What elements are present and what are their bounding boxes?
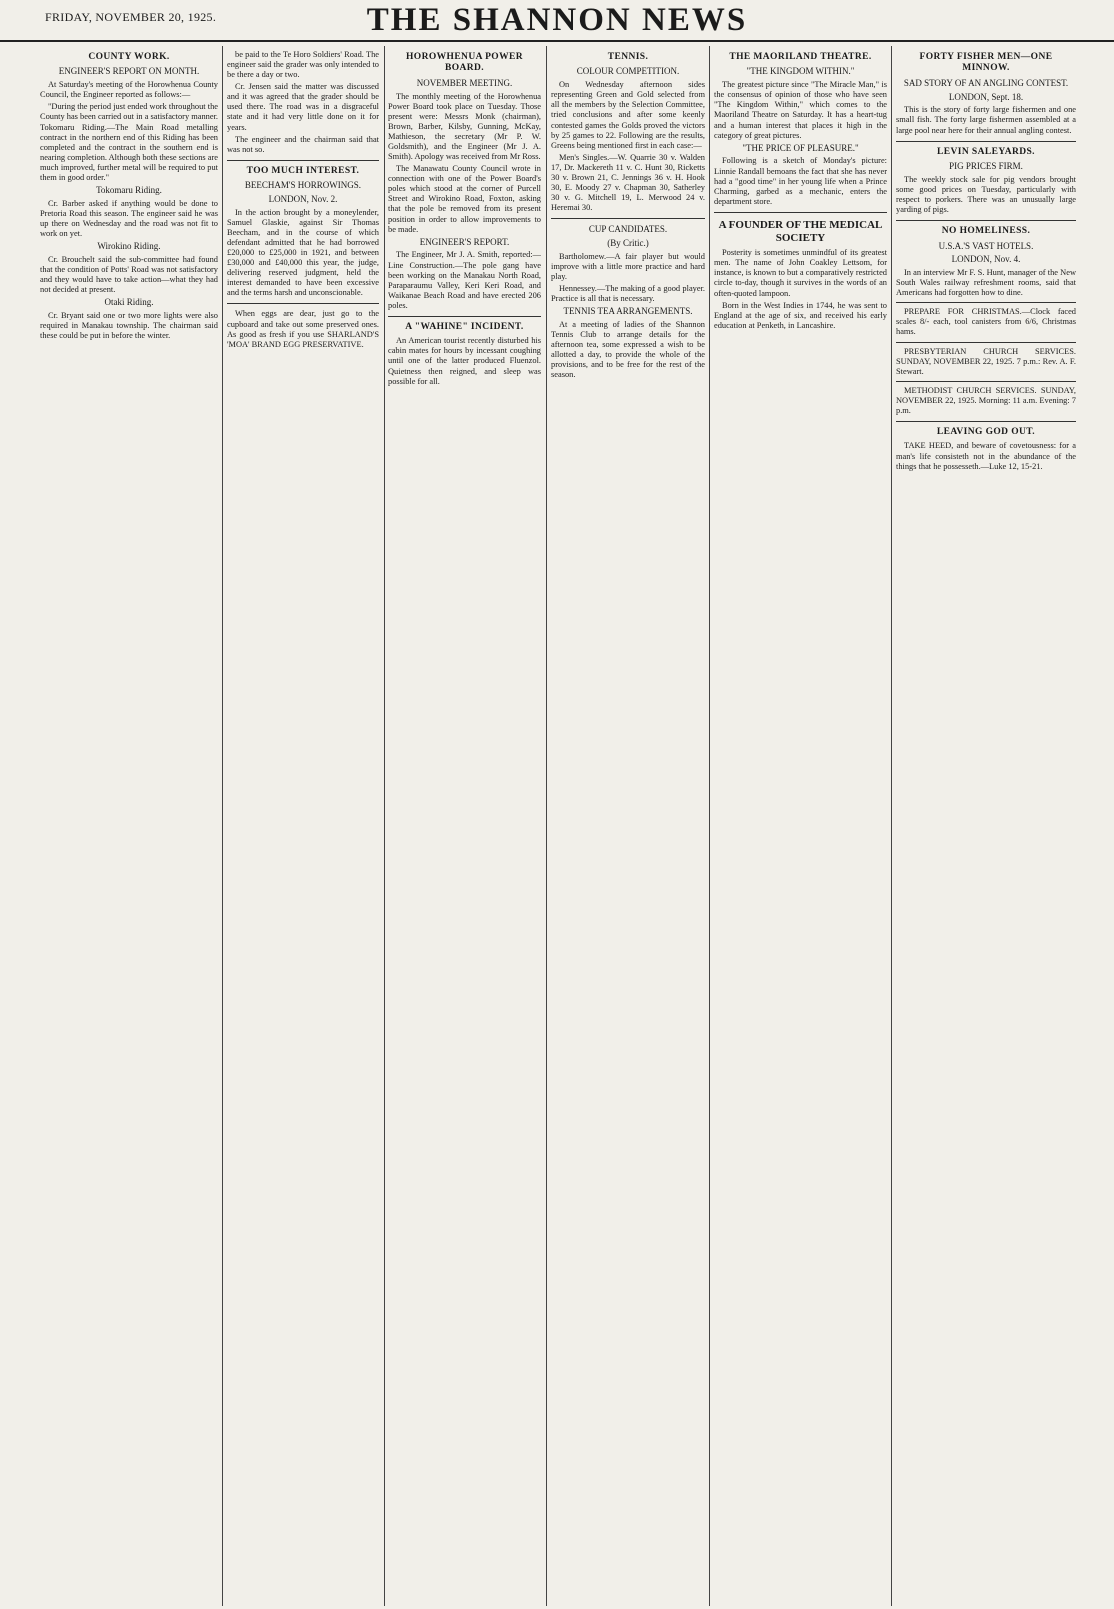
article-subheading: PIG PRICES FIRM. <box>949 161 1023 171</box>
article-subheading: U.S.A.'S VAST HOTELS. <box>938 240 1034 251</box>
column-3 <box>388 50 541 1602</box>
paragraph: Hennessey.—The making of a good player. Practice is all that is necessary. <box>551 284 705 304</box>
article-heading: FORTY FISHER MEN—ONE MINNOW. <box>919 52 1053 74</box>
paragraph: The engineer and the chairman said that was not so. <box>227 134 379 154</box>
section-subheading: ENGINEER'S REPORT. <box>419 236 510 247</box>
paragraph: At Saturday's meeting of the Horowhenua County Council, the Engineer reported as follows:— <box>40 80 218 100</box>
article-heading: TOO MUCH INTEREST. <box>246 165 360 176</box>
section-divider <box>227 160 379 161</box>
paragraph: The Engineer, Mr J. A. Smith, reported:— Line Construction.—The pole gang have been working on the Manakau North Road, Paraparaumu Valley, Keri Keri Road, and Waikanae Beach Road and have erected 206 poles. <box>388 250 541 310</box>
issue-date: FRIDAY, NOVEMBER 20, 1925. <box>45 10 217 24</box>
section-subheading: Otaki Riding. <box>104 297 154 308</box>
paragraph: Following is a sketch of Monday's picture: Linnie Randall bemoans the fact that she has never had a "good time" in her young life when a Prince Charming, garbed as a mechanic, enters the department store. <box>714 156 887 206</box>
section-divider <box>227 303 379 304</box>
paragraph: Born in the West Indies in 1744, he was sent to England at the age of six, and received his early education at Penketh, in Lancashire. <box>714 300 887 330</box>
article-heading: LEVIN SALEYARDS. <box>937 146 1035 157</box>
paragraph: Cr. Brouchelt said the sub-committee had found that the condition of Potts' Road was not satisfactory and they would have to take action—what they had not decided at present. <box>40 254 218 295</box>
section-divider <box>551 218 705 219</box>
article-subheading: BEECHAM'S HORROWINGS. <box>244 180 362 191</box>
dateline: LONDON, Nov. 2. <box>268 193 338 204</box>
ad-text: PREPARE FOR CHRISTMAS.—Clock faced scales 8/- each, tool canisters from 6/6, Christmas hams. <box>896 307 1076 337</box>
advertisement <box>896 381 1076 416</box>
section-subheading: CUP CANDIDATES. <box>588 224 668 235</box>
column-divider <box>222 46 223 1606</box>
paragraph: be paid to the Te Horo Soldiers' Road. The engineer said the grader was only intended to be there a day or two. <box>227 50 379 80</box>
paragraph: On Wednesday afternoon sides representing Green and Gold selected from all the members by the Selection Committee, tried conclusions and after some keenly contested games the Golds proved the victors by 25 games to 22. Following are the results, Greens being mentioned first in each case:— <box>551 80 705 150</box>
paragraph: This is the story of forty large fishermen and one small fish. The forty large fishermen assembled at a large pool near here for their annual angling contest. <box>896 105 1076 135</box>
paragraph: An American tourist recently disturbed his cabin mates for hours by incessant coughing until one of the latter produced Fluenzol. Quietness then reigned, and sleep was possible for all. <box>388 336 541 386</box>
section-subheading: Tokomaru Riding. <box>96 184 162 195</box>
article-heading: HOROWHENUA POWER BOARD. <box>406 52 523 74</box>
advertisement <box>896 302 1076 337</box>
paragraph: TAKE HEED, and beware of covetousness: for a man's life consisteth not in the abundance of the things that he possesseth.—Luke 12, 15-21. <box>896 441 1076 471</box>
article-subheading: SAD STORY OF AN ANGLING CONTEST. <box>903 77 1069 88</box>
section-divider <box>388 316 541 317</box>
column-divider <box>709 46 710 1606</box>
ad-text: METHODIST CHURCH SERVICES. SUNDAY, NOVEMBER 22, 1925. Morning: 11 a.m. Evening: 7 p.m. <box>896 385 1076 415</box>
paragraph: The monthly meeting of the Horowhenua Power Board took place on Tuesday. Those present were: Messrs Monk (chairman), Brown, Barber, Kilsby, Gunning, McKay, Mathieson, the secretary (Mr P. W. Goldsmith), and the Engineer (Mr J. A. Smith). Apology was received from Mr Ross. <box>388 91 541 162</box>
masthead <box>0 0 1114 42</box>
section-divider <box>896 141 1076 142</box>
article-subheading: NOVEMBER MEETING. <box>416 77 513 88</box>
article-subheading: COLOUR COMPETITION. <box>576 66 680 77</box>
paragraph: "During the period just ended work throughout the County has been carried out in a satisfactory manner. Tokomaru Riding.—The Main Road metalling contract in the northern end of this Riding has been completed and the contract in the southern end is nearing completion. Although both these sections are much improved, further metal will be required to put them in good order." <box>40 102 218 182</box>
advertisement: When eggs are dear, just go to the cupboard and take out some preserved ones. As good as fresh if you use SHARLAND'S 'MOA' BRAND EGG PRESERVATIVE. <box>227 309 379 349</box>
paragraph: In an interview Mr F. S. Hunt, manager of the New South Wales railway refreshment rooms, said that Americans had forgotten how to dine. <box>896 268 1076 298</box>
paragraph: At a meeting of ladies of the Shannon Tennis Club to arrange details for the afternoon tea, some expressed a wish to be allotted a day, to provide the whole of the provisions, and to be free for the rest of the season. <box>551 319 705 380</box>
section-subheading: TENNIS TEA ARRANGEMENTS. <box>563 306 693 317</box>
paragraph: The weekly stock sale for pig vendors brought some good prices on Tuesday, particularly with respect to porkers. There was an unusually large yarding of pigs. <box>896 174 1076 215</box>
article-heading: COUNTY WORK. <box>88 52 170 62</box>
column-4 <box>551 50 705 1602</box>
article-heading: NO HOMELINESS. <box>941 226 1031 237</box>
section-subheading: "THE PRICE OF PLEASURE." <box>742 142 859 153</box>
article-heading: A "WAHINE" INCIDENT. <box>405 321 524 332</box>
section-divider <box>714 212 887 213</box>
article-subheading: ENGINEER'S REPORT ON MONTH. <box>58 66 200 77</box>
paragraph: Cr. Bryant said one or two more lights were also required in Manakau township. The chairman said these could be put in before the winter. <box>40 310 218 341</box>
column-6 <box>896 50 1076 1602</box>
dateline: LONDON, Sept. 18. <box>948 91 1024 102</box>
paragraph: Bartholomew.—A fair player but would improve with a little more practice and hard play. <box>551 251 705 281</box>
article-heading: LEAVING GOD OUT. <box>936 427 1036 438</box>
paragraph: Men's Singles.—W. Quarrie 30 v. Walden 17, Dr. Mackereth 11 v. C. Hunt 30, Ricketts 30 v. Brown 21, C. Jennings 36 v. H. Hook 30, E. Moody 27 v. Chapman 30, Satherley 30 v. G. Mitchell 19, L. Merwood 24 v. Heremai 30. <box>551 152 705 213</box>
advertisement <box>896 342 1076 377</box>
paragraph: Posterity is sometimes unmindful of its greatest men. The name of John Coakley Lettsom, for instance, is known to but a comparatively restricted circle to-day, though it survives in the words of an often-quoted lampoon. <box>714 248 887 298</box>
column-5 <box>714 50 887 1602</box>
article-heading: THE MAORILAND THEATRE. <box>729 52 872 62</box>
column-1 <box>40 50 218 1602</box>
section-divider <box>896 220 1076 221</box>
paragraph: Cr. Barber asked if anything would be done to Pretoria Road this season. The engineer said he was up there on Wednesday and the road was not fit to work on yet. <box>40 198 218 238</box>
newspaper-title: THE SHANNON NEWS <box>366 2 748 38</box>
ad-text: PRESBYTERIAN CHURCH SERVICES. SUNDAY, NOVEMBER 22, 1925. 7 p.m.: Rev. A. F. Stewart. <box>896 346 1076 376</box>
section-subheading: Wirokino Riding. <box>97 241 161 252</box>
paragraph: The greatest picture since "The Miracle Man," is the consensus of opinion of those who have seen "The Kingdom Within," which comes to the Maoriland Theatre on Saturday. It has a heart-tug and a human interest that places it high in the category of great pictures. <box>714 80 887 140</box>
paragraph: The Manawatu County Council wrote in connection with one of the Power Board's poles which stood at the corner of Purcell Street and Wirokino Road, Foxton, asking that the pole be removed from its present position in order to allow improvements to be made. <box>388 164 541 234</box>
column-divider <box>546 46 547 1606</box>
article-heading: TENNIS. <box>607 52 649 62</box>
dateline: LONDON, Nov. 4. <box>951 254 1021 265</box>
paragraph: Cr. Jensen said the matter was discussed and it was agreed that the grader should be used there. The road was in a disgraceful state and it had very little done on it for years. <box>227 82 379 132</box>
column-2 <box>227 50 379 1602</box>
column-divider <box>891 46 892 1606</box>
article-heading: A FOUNDER OF THE MEDICAL SOCIETY <box>718 218 883 245</box>
column-divider <box>384 46 385 1606</box>
article-subheading: "THE KINGDOM WITHIN." <box>746 66 855 77</box>
section-divider <box>896 421 1076 422</box>
paragraph: In the action brought by a moneylender, Samuel Glaskie, against Sir Thomas Beecham, and in the course of which defendant admitted that he had borrowed £20,000 to £25,000 in 1921, and between £30,000 and £40,000 this year, the judge, delivering reserved judgment, held the interest demanded to have been excessive and the terms harsh and unconscionable. <box>227 207 379 298</box>
byline: (By Critic.) <box>607 238 649 248</box>
